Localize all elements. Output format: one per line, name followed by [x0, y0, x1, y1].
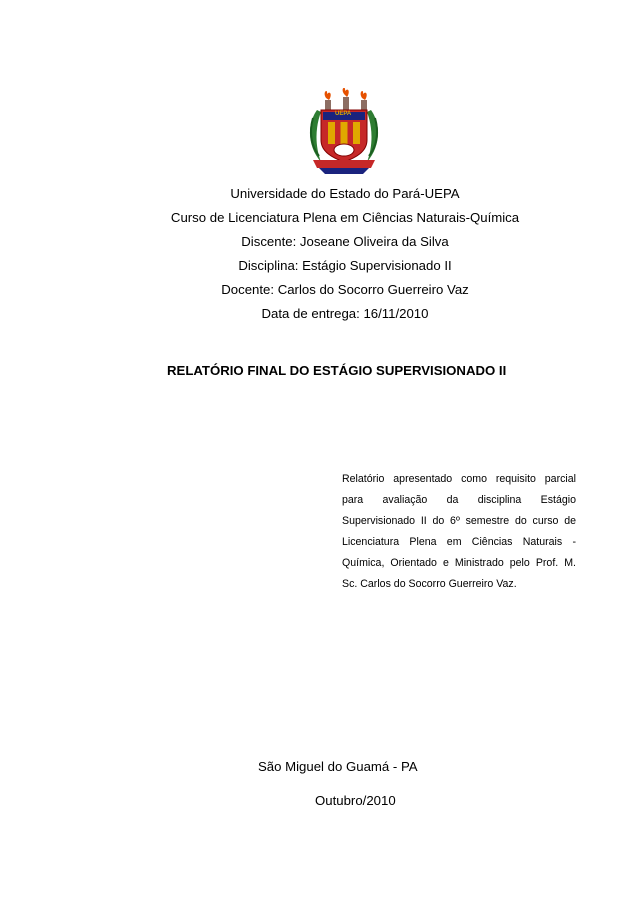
place: São Miguel do Guamá - PA [258, 759, 418, 774]
discipline-name: Disciplina: Estágio Supervisionado II [238, 258, 452, 273]
date: Outubro/2010 [315, 793, 396, 808]
course-name: Curso de Licenciatura Plena em Ciências Naturais-Química [170, 210, 520, 225]
delivery-date: Data de entrega: 16/11/2010 [261, 306, 429, 321]
report-description [342, 469, 576, 595]
university-name: Universidade do Estado do Pará-UEPA [230, 186, 460, 201]
description-line: Supervisionado II do 6º semestre do curso de [342, 515, 576, 527]
description-line: Química, Orientado e Ministrado pelo Prof. M. [342, 557, 576, 569]
description-line: Relatório apresentado como requisito parcial [342, 473, 576, 485]
logo-text: UEPA [335, 111, 352, 117]
description-line: Licenciatura Plena em Ciências Naturais - [342, 536, 576, 548]
description-line: para avaliação da disciplina Estágio [342, 494, 576, 506]
description-line: Sc. Carlos do Socorro Guerreiro Vaz. [342, 578, 517, 590]
teacher-name: Docente: Carlos do Socorro Guerreiro Vaz [221, 282, 469, 297]
student-name: Discente: Joseane Oliveira da Silva [241, 234, 449, 249]
uepa-logo [303, 88, 385, 176]
report-title: RELATÓRIO FINAL DO ESTÁGIO SUPERVISIONADO II [167, 363, 507, 378]
